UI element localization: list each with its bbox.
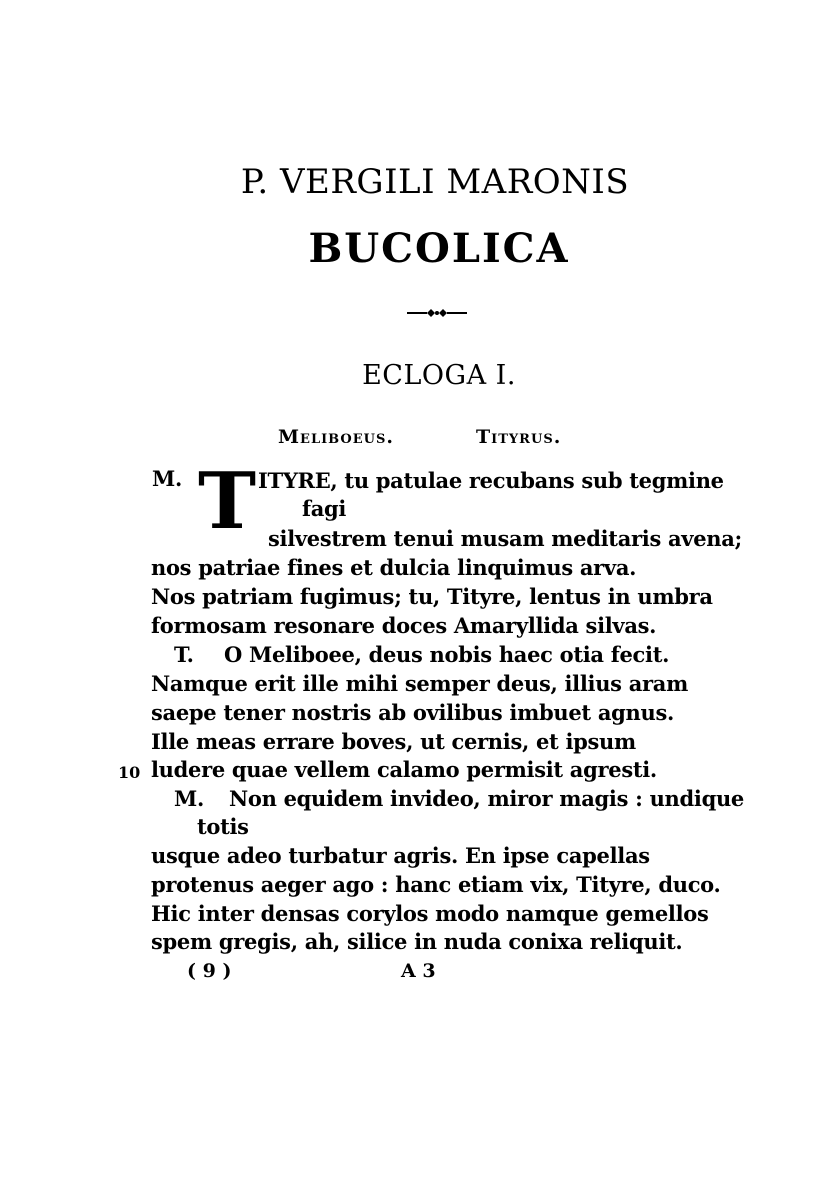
speaker-tityrus: Tityrus.	[476, 426, 562, 448]
verse-line-12: usque adeo turbatur agris. En ipse capellas	[151, 843, 650, 868]
verse-line-4: Nos patriam fugimus; tu, Tityre, lentus in umbra	[151, 584, 713, 609]
page-number: ( 9 )	[187, 960, 232, 982]
signature-mark: A 3	[401, 960, 436, 982]
verse-line-14: Hic inter densas corylos modo namque gemellos	[151, 901, 709, 926]
verse-line-8: saepe tener nostris ab ovilibus imbuet agnus.	[151, 700, 674, 725]
verse-line-10: ludere quae vellem calamo permisit agresti.	[151, 757, 657, 782]
speaker-meliboeus: Meliboeus.	[278, 426, 394, 448]
verse-line-15: spem gregis, ah, silice in nuda conixa reliquit.	[151, 929, 683, 954]
eclogue-heading: ECLOGA I.	[362, 360, 516, 391]
line-number: 10	[118, 763, 141, 782]
verse-line-11: Non equidem invideo, miror magis : undique	[229, 786, 744, 811]
verse-line-2: silvestrem tenui musam meditaris avena;	[268, 526, 742, 551]
verse-line-3: nos patriae fines et dulcia linquimus arva.	[151, 555, 637, 580]
work-title: BUCOLICA	[308, 225, 570, 272]
opening-speaker: M.	[152, 466, 182, 491]
verse-line-1-runover: fagi	[302, 496, 347, 521]
verse-line-1: ITYRE, tu patulae recubans sub tegmine	[258, 468, 724, 493]
ornament-icon	[407, 306, 467, 320]
speaker-tag-t: T.	[174, 642, 194, 667]
author-title: P. VERGILI MARONIS	[240, 162, 630, 202]
verse-line-7: Namque erit ille mihi semper deus, illius aram	[151, 671, 689, 696]
speaker-tag-m: M.	[174, 786, 204, 811]
verse-line-11-runover: totis	[197, 814, 249, 839]
verse-line-13: protenus aeger ago : hanc etiam vix, Tityre, duco.	[151, 872, 721, 897]
verse-line-5: formosam resonare doces Amaryllida silvas.	[151, 613, 657, 638]
drop-cap: T	[198, 456, 257, 547]
verse-line-9: Ille meas errare boves, ut cernis, et ipsum	[151, 729, 636, 754]
verse-line-6: O Meliboee, deus nobis haec otia fecit.	[224, 642, 670, 667]
